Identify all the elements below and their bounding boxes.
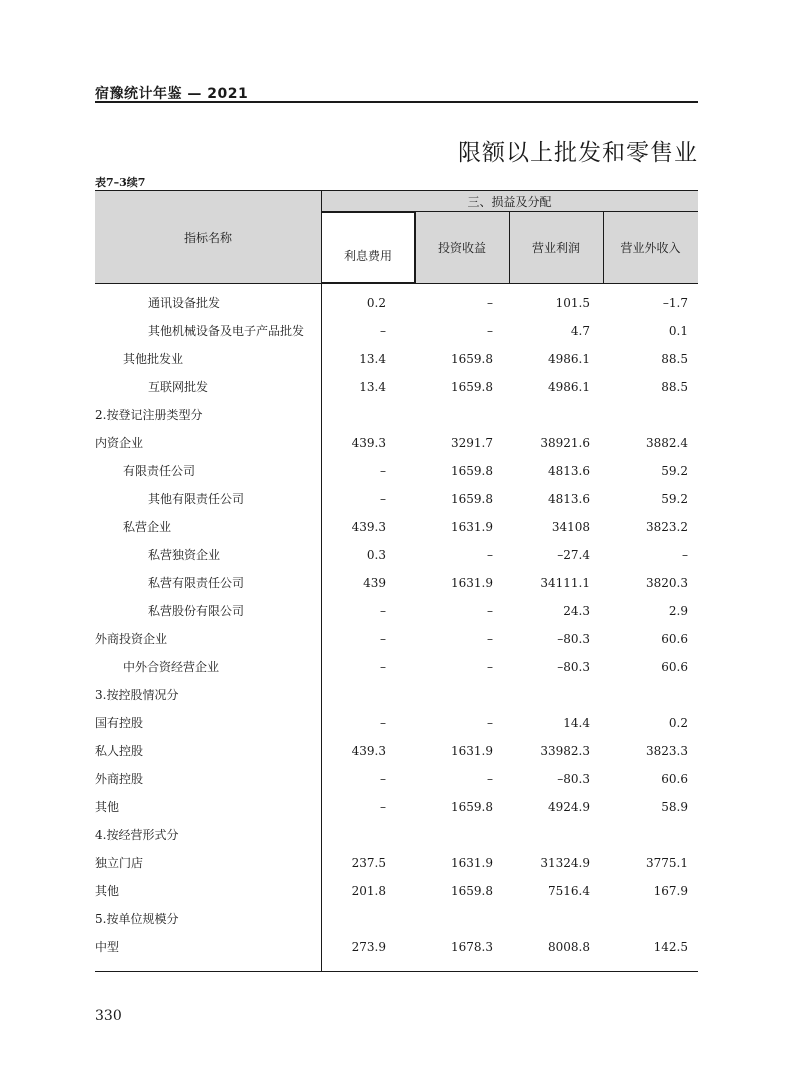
row-label: 国有控股 [95, 716, 144, 730]
table-body [95, 289, 698, 961]
row-label: 私营股份有限公司 [148, 604, 245, 618]
row-label: 其他有限责任公司 [148, 492, 245, 506]
column-rule-2 [415, 212, 416, 283]
row-label: 通讯设备批发 [148, 296, 221, 310]
cell-profit: 33982.3 [540, 744, 590, 758]
cell-nonop-income: 0.1 [668, 324, 688, 338]
table-row [95, 793, 698, 821]
row-label: 有限责任公司 [123, 464, 196, 478]
table-row [95, 345, 698, 373]
row-label: 2.按登记注册类型分 [95, 408, 203, 422]
cell-nonop-income: 3775.1 [646, 856, 688, 870]
table-row [95, 821, 698, 849]
table-row [95, 289, 698, 317]
cell-interest: 0.2 [366, 296, 386, 310]
cell-investment: 1659.8 [451, 380, 493, 394]
cell-investment: – [487, 324, 493, 338]
cell-nonop-income: 58.9 [661, 800, 688, 814]
row-label: 私营有限责任公司 [148, 576, 245, 590]
cell-investment: – [487, 660, 493, 674]
cell-nonop-income: 3882.4 [646, 436, 688, 450]
table-row [95, 485, 698, 513]
table-row [95, 625, 698, 653]
cell-profit: 7516.4 [548, 884, 590, 898]
cell-investment: 1631.9 [451, 856, 493, 870]
table-row [95, 373, 698, 401]
cell-nonop-income: 60.6 [661, 660, 688, 674]
cell-profit: –80.3 [557, 660, 590, 674]
cell-interest: 439 [363, 576, 386, 590]
cell-profit: 34111.1 [540, 576, 590, 590]
table-label: 表7–3续7 [95, 176, 146, 189]
cell-interest: 237.5 [351, 856, 386, 870]
table-row [95, 513, 698, 541]
cell-investment: – [487, 632, 493, 646]
cell-investment: 1631.9 [451, 520, 493, 534]
header-bottom-rule [95, 283, 698, 284]
cell-nonop-income: –1.7 [662, 296, 688, 310]
cell-interest: 439.3 [351, 436, 386, 450]
row-label: 其他批发业 [123, 352, 184, 366]
cell-profit: 4813.6 [548, 492, 590, 506]
cell-profit: 8008.8 [548, 940, 590, 954]
cell-nonop-income: 142.5 [653, 940, 688, 954]
table-row [95, 653, 698, 681]
header-rule [95, 101, 698, 103]
cell-interest: – [380, 492, 386, 506]
row-label: 5.按单位规模分 [95, 912, 179, 926]
table-row [95, 709, 698, 737]
cell-interest: 439.3 [351, 744, 386, 758]
row-label: 4.按经营形式分 [95, 828, 179, 842]
cell-profit: 4986.1 [548, 380, 590, 394]
cell-nonop-income: – [682, 548, 688, 562]
cell-interest: 0.3 [366, 548, 386, 562]
cell-profit: 101.5 [555, 296, 590, 310]
table-row [95, 765, 698, 793]
row-label: 私人控股 [95, 744, 144, 758]
header-col-investment: 投资收益 [437, 241, 486, 255]
cell-nonop-income: 60.6 [661, 632, 688, 646]
cell-profit: 4813.6 [548, 464, 590, 478]
cell-investment: 1659.8 [451, 352, 493, 366]
header-col-profit: 营业利润 [531, 241, 580, 255]
table-row [95, 597, 698, 625]
cell-nonop-income: 59.2 [661, 464, 688, 478]
cell-investment: 1659.8 [451, 800, 493, 814]
statistics-table [95, 190, 698, 973]
table-row [95, 541, 698, 569]
cell-nonop-income: 3823.2 [646, 520, 688, 534]
cell-nonop-income: 60.6 [661, 772, 688, 786]
table-row [95, 933, 698, 961]
cell-investment: 1659.8 [451, 464, 493, 478]
section-title: 限额以上批发和零售业 [458, 140, 698, 166]
cell-investment: – [487, 772, 493, 786]
cell-profit: –80.3 [557, 772, 590, 786]
table-row [95, 737, 698, 765]
row-label: 独立门店 [95, 856, 144, 870]
table-row [95, 457, 698, 485]
cell-profit: 4924.9 [548, 800, 590, 814]
cell-investment: 3291.7 [451, 436, 493, 450]
cell-investment: 1659.8 [451, 492, 493, 506]
cell-investment: 1659.8 [451, 884, 493, 898]
cell-interest: – [380, 716, 386, 730]
cell-investment: 1631.9 [451, 744, 493, 758]
cell-interest: 13.4 [359, 380, 386, 394]
cell-profit: 31324.9 [540, 856, 590, 870]
cell-investment: – [487, 604, 493, 618]
row-label: 私营独资企业 [148, 548, 221, 562]
cell-interest: – [380, 324, 386, 338]
header-col-interest: 利息费用 [343, 249, 392, 263]
cell-profit: 4.7 [570, 324, 590, 338]
cell-nonop-income: 167.9 [653, 884, 688, 898]
cell-interest: 439.3 [351, 520, 386, 534]
cell-investment: – [487, 296, 493, 310]
cell-investment: – [487, 548, 493, 562]
cell-interest: – [380, 632, 386, 646]
cell-interest: – [380, 464, 386, 478]
row-label: 其他 [95, 800, 120, 814]
cell-profit: 4986.1 [548, 352, 590, 366]
row-label: 其他 [95, 884, 120, 898]
row-label: 私营企业 [123, 520, 172, 534]
row-label: 3.按控股情况分 [95, 688, 179, 702]
table-row [95, 681, 698, 709]
cell-nonop-income: 0.2 [668, 716, 688, 730]
cell-nonop-income: 3820.3 [646, 576, 688, 590]
cell-profit: 14.4 [563, 716, 590, 730]
cell-interest: 13.4 [359, 352, 386, 366]
table-row [95, 849, 698, 877]
cell-interest: – [380, 800, 386, 814]
cell-profit: –27.4 [557, 548, 590, 562]
cell-profit: 34108 [551, 520, 590, 534]
cell-investment: – [487, 716, 493, 730]
cell-investment: 1631.9 [451, 576, 493, 590]
page-number: 330 [95, 1008, 122, 1024]
cell-nonop-income: 3823.3 [646, 744, 688, 758]
cell-nonop-income: 59.2 [661, 492, 688, 506]
cell-interest: – [380, 660, 386, 674]
row-label: 中外合资经营企业 [123, 660, 220, 674]
cell-investment: 1678.3 [451, 940, 493, 954]
cell-nonop-income: 88.5 [661, 380, 688, 394]
cell-interest: – [380, 604, 386, 618]
row-label: 内资企业 [95, 436, 144, 450]
row-label: 中型 [95, 940, 120, 954]
book-title: 宿豫统计年鉴 — 2021 [95, 86, 249, 102]
column-rule-3 [509, 212, 510, 283]
table-row [95, 317, 698, 345]
header-group: 三、损益及分配 [467, 195, 552, 209]
cell-profit: –80.3 [557, 632, 590, 646]
table-row [95, 877, 698, 905]
table-row [95, 569, 698, 597]
row-label: 其他机械设备及电子产品批发 [148, 324, 305, 338]
cell-interest: 273.9 [351, 940, 386, 954]
cell-profit: 38921.6 [540, 436, 590, 450]
header-row-name: 指标名称 [183, 230, 232, 245]
cell-nonop-income: 88.5 [661, 352, 688, 366]
cell-profit: 24.3 [563, 604, 590, 618]
table-bottom-rule [95, 971, 698, 972]
table-row [95, 905, 698, 933]
cell-interest: 201.8 [351, 884, 386, 898]
table-row [95, 429, 698, 457]
cell-nonop-income: 2.9 [668, 604, 688, 618]
row-label: 外商控股 [95, 772, 144, 786]
row-label: 外商投资企业 [95, 632, 168, 646]
header-col-nonop-income: 营业外收入 [620, 241, 681, 255]
column-rule-4 [603, 212, 604, 283]
cell-interest: – [380, 772, 386, 786]
row-label: 互联网批发 [148, 380, 209, 394]
table-row [95, 401, 698, 429]
